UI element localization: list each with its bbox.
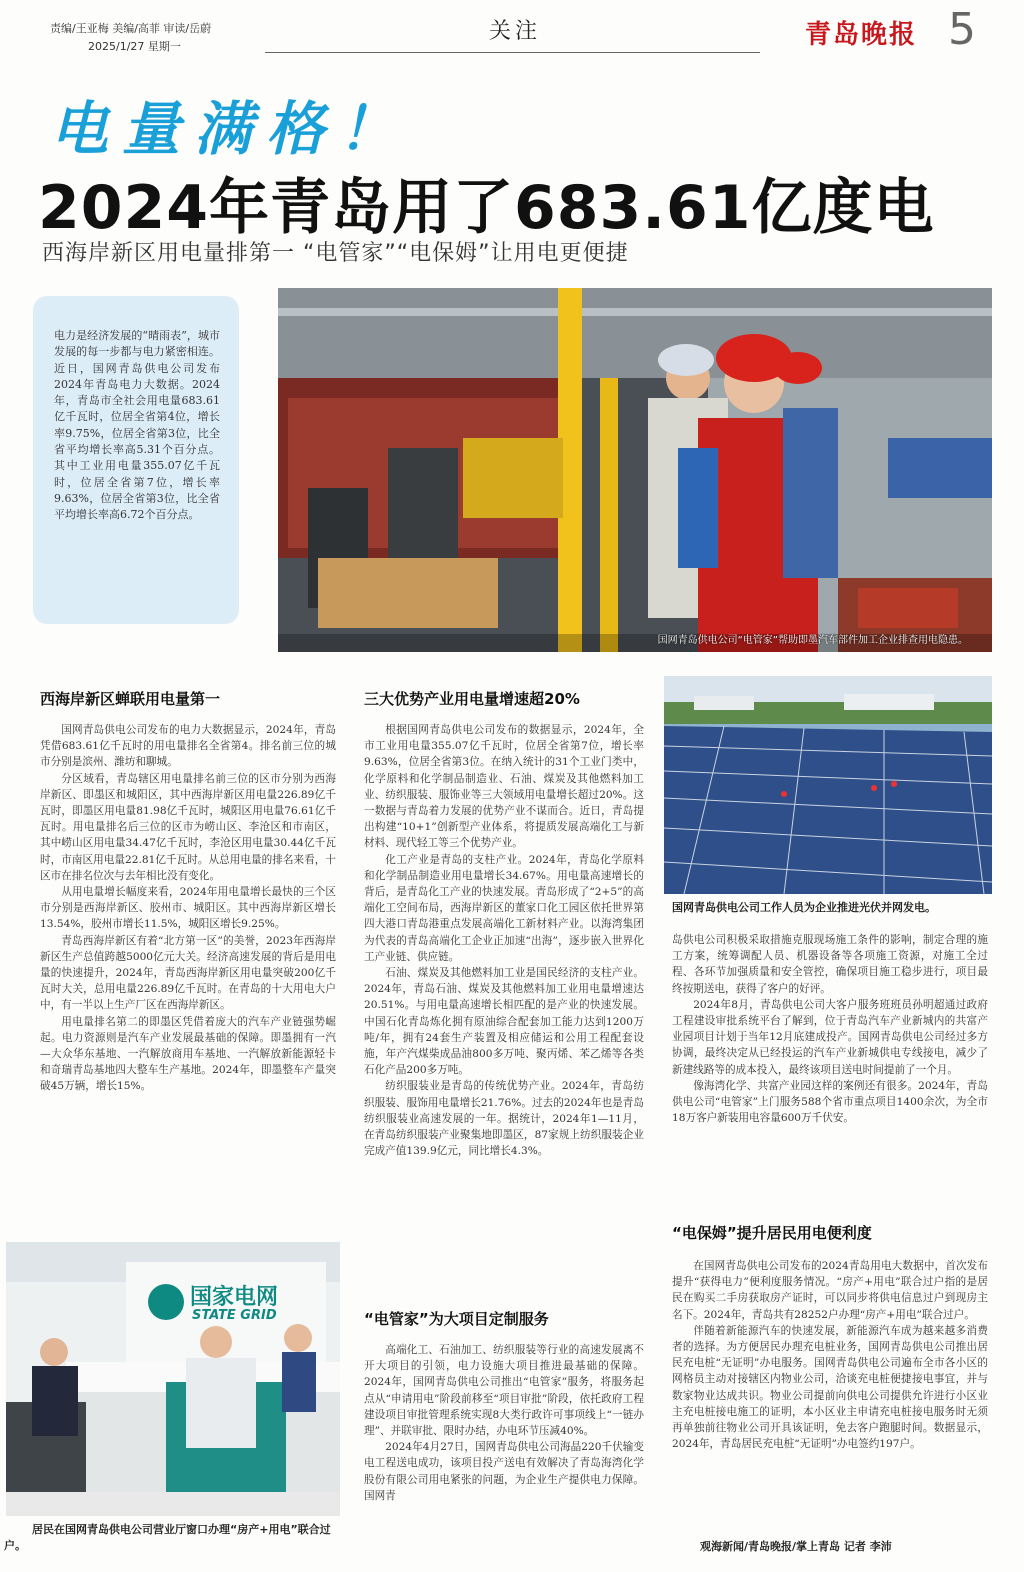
paragraph: 2024年4月27日，国网青岛供电公司海晶220千伏输变电工程送电成功，该项目投产送电有效解决了青岛海湾化学股份有限公司用电紧张的问题，为企业生产提供电力保障。国网青	[364, 1441, 644, 1502]
paragraph: 纺织服装业是青岛的传统优势产业。2024年，青岛纺织服装、服饰用电量增长21.76%。过去的2024年也是青岛纺织服装业高速发展的一年。据统计，2024年1—11月，在青岛纺织服装产业聚集地即墨区，87家规上纺织服装企业完成产值139.9亿元，同比增长4.3%。	[364, 1080, 644, 1158]
paragraph: 岛供电公司积极采取措施克服现场施工条件的影响，制定合理的施工方案，统筹调配人员、机器设备等各项施工资源，对施工全过程、各环节加强质量和安全管控，确保项目施工稳步进行，项目最终按期送电，获得了客户的好评。	[672, 934, 988, 995]
paragraph: 石油、煤炭及其他燃料加工业是国民经济的支柱产业。2024年，青岛石油、煤炭及其他燃料加工业用电量增速达20.51%。与用电量高速增长相匹配的是产业的快速发展。中国石化青岛炼化拥有原油综合配套加工能力达到1200万吨/年，拥有24套生产装置及相应储运和公用工程配套设施，年产汽煤柴成品油800多万吨、聚丙烯、苯乙烯等各类石化产品200多万吨。	[364, 967, 644, 1077]
paragraph: 从用电量增长幅度来看，2024年用电量增长最快的三个区市分别是西海岸新区、胶州市、城阳区。其中西海岸新区增长13.54%，胶州市增长11.5%，城阳区增长9.25%。	[40, 886, 336, 931]
col2b-heading: “电管家”为大项目定制服务	[364, 1310, 549, 1328]
office-photo-caption: 居民在国网青岛供电公司营业厅窗口办理“房产+用电”联合过户。	[4, 1523, 331, 1552]
paragraph: 青岛西海岸新区有着“北方第一区”的美誉，2023年西海岸新区生产总值跨越5000亿元大关。经济高速发展的背后是用电量的快速提升，2024年，青岛西海岸新区用电量突破200亿千瓦时大关，总用电量226.89亿千瓦时。在青岛的十大用电大户中，有一半以上生产厂区在西海岸新区。	[40, 934, 336, 1012]
headline: 2024年青岛用了683.61亿度电	[38, 173, 935, 243]
paragraph: 用电量排名第二的即墨区凭借着庞大的汽车产业链强势崛起。电力资源则是汽车产业发展最基础的保障。即墨拥有一汽—大众华东基地、一汽解放商用车基地、一汽解放新能源轻卡和奇瑞青岛基地四大整车生产基地。2024年，即墨整车产量突破45万辆，增长15%。	[40, 1015, 336, 1093]
editor-credits: 责编/王亚梅 美编/高菲 审读/岳蔚	[50, 22, 212, 35]
paragraph: 高端化工、石油加工、纺织服装等行业的高速发展离不开大项目的引领，电力设施大项目推进最基础的保障。2024年，国网青岛供电公司推出“电管家”服务，将服务起点从“申请用电”阶段前移至“项目审批”阶段，依托政府工程建设项目审批管理系统实现8大类行政许可事项线上“一链办理”、并联审批、限时办结，办电环节压减40%。	[364, 1344, 644, 1438]
col3-body	[672, 1258, 988, 1452]
col1-body	[40, 722, 336, 1095]
section-label: 关注	[488, 19, 541, 44]
paragraph: 国网青岛供电公司发布的电力大数据显示，2024年，青岛凭借683.61亿千瓦时的用电量排名全省第4。排名前三位的城市分别是滨州、潍坊和聊城。	[40, 724, 336, 769]
service-hall-image	[6, 1242, 340, 1516]
state-grid-sign: 国家电网	[190, 1285, 279, 1310]
paragraph: 2024年8月，青岛供电公司大客户服务班班员孙明超通过政府工程建设审批系统平台了解到，位于青岛汽车产业新城内的共富产业园项目计划于当年12月底建成投产。国网青岛供电公司经过多方协调，最终决定从已经投运的汽车产业新城供电专线接电，减少了新建线路等的成本投入，最终该项目送电时间提前了一个月。	[672, 998, 988, 1076]
paragraph: 伴随着新能源汽车的快速发展，新能源汽车成为越来越多消费者的选择。为方便居民办理充电桩业务，国网青岛供电公司推出居民充电桩“无证明”办电服务。国网青岛供电公司遍布全市各小区的网格员主动对接辖区内物业公司，洽谈充电桩便捷接电事宜，并与数家物业达成共识。物业公司提前向供电公司提供允许进行小区业主充电桩接电施工的证明，本小区业主申请充电桩接电服务时无须再单独前往物业公司开具该证明，免去客户跑腿时间。数据显示，2024年，青岛居民充电桩“无证明”办电签约197户。	[672, 1324, 988, 1451]
state-grid-sign-en: STATE GRID	[192, 1308, 277, 1323]
paragraph: 在国网青岛供电公司发布的2024青岛用电大数据中，首次发布提升“获得电力”便利度服务情况。“房产+用电”联合过户指的是居民在购买二手房获取房产证时，可以同步将供电信息过户到现房主名下。2024年，青岛共有28252户办理“房产+用电”联合过户。	[672, 1260, 988, 1321]
factory-inspection-image	[278, 288, 992, 652]
subheadline: 西海岸新区用电量排第一 “电管家”“电保姆”让用电更便捷	[42, 241, 629, 266]
col2-heading: 三大优势产业用电量增速超20%	[364, 690, 580, 708]
col2b-body	[364, 1342, 644, 1504]
page-number: 5	[948, 4, 976, 55]
byline: 观海新闻/青岛晚报/掌上青岛 记者 李沛	[700, 1540, 892, 1553]
lead-text: 电力是经济发展的“晴雨表”，城市发展的每一步都与电力紧密相连。近日，国网青岛供电公司发布2024年青岛电力大数据。2024年，青岛市全社会用电量683.61亿千瓦时，位居全省第4位，增长率9.75%，位居全省第3位，比全省平均增长率高5.31个百分点。其中工业用电量355.07亿千瓦时，位居全省第7位，增长率9.63%，位居全省第3位，比全省平均增长率高6.72个百分点。	[54, 329, 220, 522]
main-photo-caption: 国网青岛供电公司“电管家”帮助即墨汽车部件加工企业排查用电隐患。	[657, 635, 968, 646]
col3-heading: “电保姆”提升居民用电便利度	[672, 1224, 872, 1242]
newspaper-logo: 青岛晚报	[805, 20, 918, 50]
issue-date: 2025/1/27 星期一	[88, 40, 181, 53]
paragraph: 像海湾化学、共富产业园这样的案例还有很多。2024年，青岛供电公司“电管家”上门服务588个省市重点项目1400余次，为全市18万客户新装用电容量600万千伏安。	[672, 1079, 988, 1125]
kicker-title: 电量满格！	[50, 95, 411, 163]
paragraph: 根据国网青岛供电公司发布的数据显示，2024年，全市工业用电量355.07亿千瓦时，位居全省第7位，增长率9.63%，位居全省第3位。在纳入统计的31个工业门类中，化学原料和化学制品制造业、石油、煤炭及其他燃料加工业、纺织服装、服饰业等三大领域用电量增长超过20%。这一数据与青岛着力发展的优势产业不谋而合。近日，青岛提出构建“10+1”创新型产业体系，将提质发展高端化工与新材料、现代轻工等三个优势产业。	[364, 724, 644, 850]
solar-photo-caption: 国网青岛供电公司工作人员为企业推进光伏并网发电。	[672, 901, 936, 914]
paragraph: 化工产业是青岛的支柱产业。2024年，青岛化学原料和化学制品制造业用电量增长34.67%。用电量高速增长的背后，是青岛化工产业的快速发展。青岛形成了“2+5”的高端化工空间布局，西海岸新区的董家口化工园区依托世界第四大港口青岛港重点发展高端化工新材料产业。以海湾集团为代表的青岛高端化工企业正加速“出海”，逐步嵌入世界化工产业链、供应链。	[364, 853, 644, 963]
solar-photo	[664, 676, 992, 894]
header-divider	[265, 52, 760, 53]
col3-body-cont	[672, 932, 988, 1126]
solar-panel-image	[664, 676, 992, 894]
col2-body	[364, 722, 644, 1159]
main-photo	[278, 288, 992, 652]
office-photo	[6, 1242, 340, 1516]
col1-heading: 西海岸新区蝉联用电量第一	[40, 690, 221, 708]
paragraph: 分区域看，青岛辖区用电量排名前三位的区市分别为西海岸新区、即墨区和城阳区，其中西海岸新区用电量226.89亿千瓦时，即墨区用电量81.98亿千瓦时，城阳区用电量76.61亿千瓦时。用电量排名后三位的区市为崂山区、李沧区和市南区，其中崂山区用电量34.47亿千瓦时，李沧区用电量30.44亿千瓦时，市南区用电量22.81亿千瓦时。从总用电量的排名来看，十区市在排名位次与去年相比没有变化。	[40, 772, 336, 882]
